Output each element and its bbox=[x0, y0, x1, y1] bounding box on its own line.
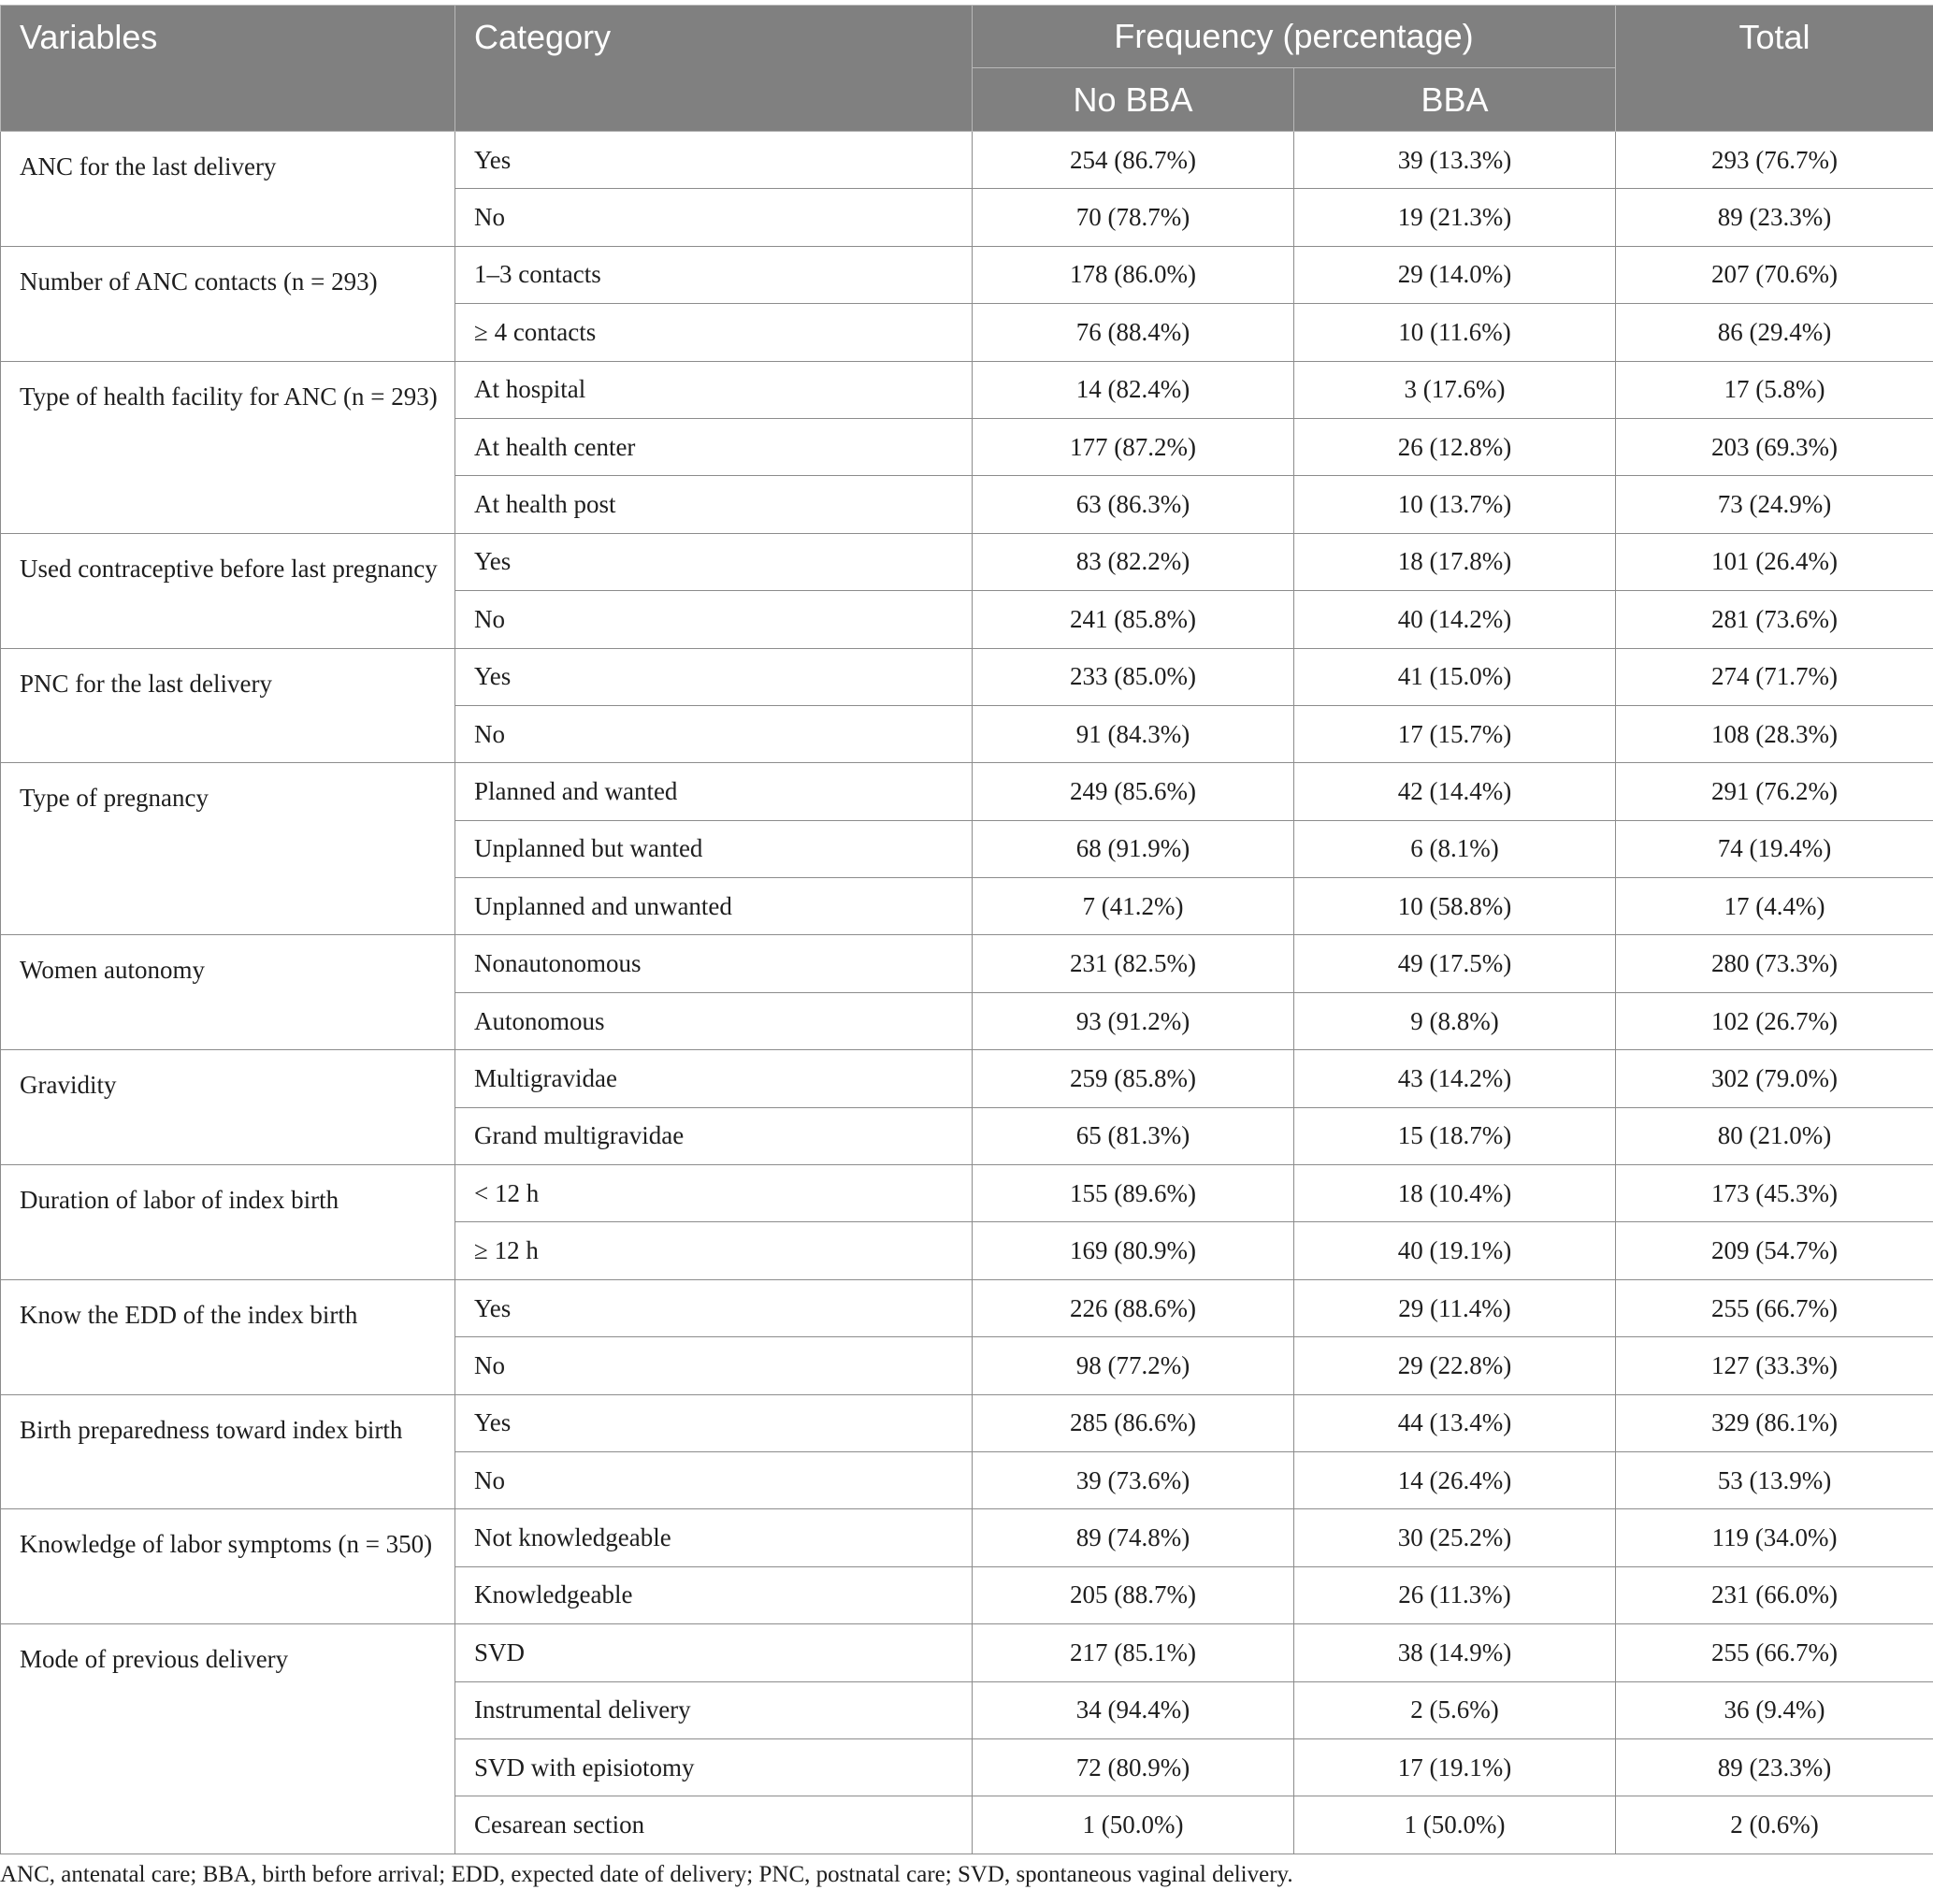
total-cell: 255 (66.7%) bbox=[1616, 1624, 1933, 1681]
no-bba-cell: 39 (73.6%) bbox=[973, 1451, 1294, 1508]
category-cell: Not knowledgeable bbox=[455, 1509, 973, 1566]
variable-cell: Women autonomy bbox=[1, 935, 455, 1050]
variable-cell: PNC for the last delivery bbox=[1, 648, 455, 763]
category-cell: SVD bbox=[455, 1624, 973, 1681]
variable-cell: Birth preparedness toward index birth bbox=[1, 1394, 455, 1509]
variable-cell: ANC for the last delivery bbox=[1, 132, 455, 247]
table-row bbox=[1, 935, 1933, 992]
total-cell: 74 (19.4%) bbox=[1616, 820, 1933, 877]
table-row bbox=[1, 1279, 1933, 1336]
category-cell: Yes bbox=[455, 533, 973, 590]
no-bba-cell: 155 (89.6%) bbox=[973, 1165, 1294, 1222]
table-row bbox=[1, 533, 1933, 590]
total-cell: 53 (13.9%) bbox=[1616, 1451, 1933, 1508]
total-cell: 207 (70.6%) bbox=[1616, 246, 1933, 303]
category-cell: Grand multigravidae bbox=[455, 1107, 973, 1164]
bba-cell: 18 (10.4%) bbox=[1294, 1165, 1616, 1222]
category-cell: Nonautonomous bbox=[455, 935, 973, 992]
bba-cell: 10 (11.6%) bbox=[1294, 304, 1616, 361]
no-bba-cell: 83 (82.2%) bbox=[973, 533, 1294, 590]
bba-cell: 41 (15.0%) bbox=[1294, 648, 1616, 705]
category-cell: Cesarean section bbox=[455, 1796, 973, 1854]
total-cell: 203 (69.3%) bbox=[1616, 418, 1933, 475]
bba-cell: 18 (17.8%) bbox=[1294, 533, 1616, 590]
no-bba-cell: 63 (86.3%) bbox=[973, 476, 1294, 533]
category-cell: Yes bbox=[455, 1394, 973, 1451]
total-cell: 17 (4.4%) bbox=[1616, 878, 1933, 935]
table-row bbox=[1, 648, 1933, 705]
no-bba-cell: 72 (80.9%) bbox=[973, 1738, 1294, 1796]
bba-cell: 38 (14.9%) bbox=[1294, 1624, 1616, 1681]
bba-cell: 14 (26.4%) bbox=[1294, 1451, 1616, 1508]
category-cell: No bbox=[455, 189, 973, 246]
table-row bbox=[1, 1624, 1933, 1681]
total-cell: 101 (26.4%) bbox=[1616, 533, 1933, 590]
no-bba-cell: 7 (41.2%) bbox=[973, 878, 1294, 935]
bba-cell: 1 (50.0%) bbox=[1294, 1796, 1616, 1854]
data-table bbox=[0, 5, 1933, 1854]
bba-cell: 9 (8.8%) bbox=[1294, 992, 1616, 1049]
no-bba-cell: 65 (81.3%) bbox=[973, 1107, 1294, 1164]
no-bba-cell: 98 (77.2%) bbox=[973, 1337, 1294, 1394]
category-cell: ≥ 4 contacts bbox=[455, 304, 973, 361]
header-variables: Variables bbox=[1, 6, 455, 132]
header-no-bba: No BBA bbox=[973, 68, 1294, 132]
bba-cell: 26 (12.8%) bbox=[1294, 418, 1616, 475]
category-cell: 1–3 contacts bbox=[455, 246, 973, 303]
header-row-top bbox=[1, 6, 1933, 68]
no-bba-cell: 231 (82.5%) bbox=[973, 935, 1294, 992]
bba-cell: 17 (15.7%) bbox=[1294, 705, 1616, 762]
variable-cell: Know the EDD of the index birth bbox=[1, 1279, 455, 1394]
table-row bbox=[1, 132, 1933, 189]
no-bba-cell: 169 (80.9%) bbox=[973, 1222, 1294, 1279]
total-cell: 173 (45.3%) bbox=[1616, 1165, 1933, 1222]
no-bba-cell: 34 (94.4%) bbox=[973, 1681, 1294, 1738]
total-cell: 36 (9.4%) bbox=[1616, 1681, 1933, 1738]
total-cell: 119 (34.0%) bbox=[1616, 1509, 1933, 1566]
no-bba-cell: 177 (87.2%) bbox=[973, 418, 1294, 475]
no-bba-cell: 70 (78.7%) bbox=[973, 189, 1294, 246]
bba-cell: 30 (25.2%) bbox=[1294, 1509, 1616, 1566]
bba-cell: 29 (14.0%) bbox=[1294, 246, 1616, 303]
bba-cell: 44 (13.4%) bbox=[1294, 1394, 1616, 1451]
no-bba-cell: 14 (82.4%) bbox=[973, 361, 1294, 418]
bba-cell: 17 (19.1%) bbox=[1294, 1738, 1616, 1796]
no-bba-cell: 76 (88.4%) bbox=[973, 304, 1294, 361]
bba-cell: 43 (14.2%) bbox=[1294, 1050, 1616, 1107]
category-cell: Autonomous bbox=[455, 992, 973, 1049]
variable-cell: Type of pregnancy bbox=[1, 763, 455, 935]
total-cell: 280 (73.3%) bbox=[1616, 935, 1933, 992]
variable-cell: Gravidity bbox=[1, 1050, 455, 1165]
header-bba: BBA bbox=[1294, 68, 1616, 132]
bba-cell: 26 (11.3%) bbox=[1294, 1566, 1616, 1623]
no-bba-cell: 233 (85.0%) bbox=[973, 648, 1294, 705]
total-cell: 108 (28.3%) bbox=[1616, 705, 1933, 762]
category-cell: Instrumental delivery bbox=[455, 1681, 973, 1738]
table-row bbox=[1, 361, 1933, 418]
category-cell: At hospital bbox=[455, 361, 973, 418]
category-cell: Knowledgeable bbox=[455, 1566, 973, 1623]
bba-cell: 29 (22.8%) bbox=[1294, 1337, 1616, 1394]
category-cell: No bbox=[455, 1451, 973, 1508]
category-cell: Yes bbox=[455, 1279, 973, 1336]
bba-cell: 49 (17.5%) bbox=[1294, 935, 1616, 992]
table-row bbox=[1, 1394, 1933, 1451]
no-bba-cell: 217 (85.1%) bbox=[973, 1624, 1294, 1681]
no-bba-cell: 259 (85.8%) bbox=[973, 1050, 1294, 1107]
category-cell: At health center bbox=[455, 418, 973, 475]
category-cell: No bbox=[455, 1337, 973, 1394]
bba-cell: 10 (13.7%) bbox=[1294, 476, 1616, 533]
category-cell: SVD with episiotomy bbox=[455, 1738, 973, 1796]
bba-cell: 10 (58.8%) bbox=[1294, 878, 1616, 935]
total-cell: 231 (66.0%) bbox=[1616, 1566, 1933, 1623]
variable-cell: Number of ANC contacts (n = 293) bbox=[1, 246, 455, 361]
bba-cell: 3 (17.6%) bbox=[1294, 361, 1616, 418]
no-bba-cell: 285 (86.6%) bbox=[973, 1394, 1294, 1451]
no-bba-cell: 241 (85.8%) bbox=[973, 591, 1294, 648]
total-cell: 17 (5.8%) bbox=[1616, 361, 1933, 418]
no-bba-cell: 254 (86.7%) bbox=[973, 132, 1294, 189]
no-bba-cell: 89 (74.8%) bbox=[973, 1509, 1294, 1566]
bba-cell: 42 (14.4%) bbox=[1294, 763, 1616, 820]
no-bba-cell: 205 (88.7%) bbox=[973, 1566, 1294, 1623]
table-row bbox=[1, 1165, 1933, 1222]
bba-cell: 2 (5.6%) bbox=[1294, 1681, 1616, 1738]
total-cell: 291 (76.2%) bbox=[1616, 763, 1933, 820]
table-body bbox=[1, 132, 1933, 1854]
total-cell: 86 (29.4%) bbox=[1616, 304, 1933, 361]
total-cell: 127 (33.3%) bbox=[1616, 1337, 1933, 1394]
total-cell: 255 (66.7%) bbox=[1616, 1279, 1933, 1336]
no-bba-cell: 68 (91.9%) bbox=[973, 820, 1294, 877]
total-cell: 73 (24.9%) bbox=[1616, 476, 1933, 533]
header-total: Total bbox=[1616, 6, 1933, 132]
total-cell: 209 (54.7%) bbox=[1616, 1222, 1933, 1279]
total-cell: 89 (23.3%) bbox=[1616, 1738, 1933, 1796]
category-cell: Yes bbox=[455, 132, 973, 189]
table-container bbox=[0, 5, 1933, 1854]
variable-cell: Used contraceptive before last pregnancy bbox=[1, 533, 455, 648]
total-cell: 102 (26.7%) bbox=[1616, 992, 1933, 1049]
category-cell: Multigravidae bbox=[455, 1050, 973, 1107]
bba-cell: 40 (19.1%) bbox=[1294, 1222, 1616, 1279]
total-cell: 2 (0.6%) bbox=[1616, 1796, 1933, 1854]
category-cell: < 12 h bbox=[455, 1165, 973, 1222]
no-bba-cell: 93 (91.2%) bbox=[973, 992, 1294, 1049]
table-row bbox=[1, 246, 1933, 303]
category-cell: Yes bbox=[455, 648, 973, 705]
bba-cell: 15 (18.7%) bbox=[1294, 1107, 1616, 1164]
bba-cell: 40 (14.2%) bbox=[1294, 591, 1616, 648]
no-bba-cell: 226 (88.6%) bbox=[973, 1279, 1294, 1336]
no-bba-cell: 249 (85.6%) bbox=[973, 763, 1294, 820]
variable-cell: Type of health facility for ANC (n = 293) bbox=[1, 361, 455, 533]
total-cell: 274 (71.7%) bbox=[1616, 648, 1933, 705]
header-category: Category bbox=[455, 6, 973, 132]
table-row bbox=[1, 1509, 1933, 1566]
no-bba-cell: 178 (86.0%) bbox=[973, 246, 1294, 303]
variable-cell: Duration of labor of index birth bbox=[1, 1165, 455, 1280]
no-bba-cell: 91 (84.3%) bbox=[973, 705, 1294, 762]
category-cell: ≥ 12 h bbox=[455, 1222, 973, 1279]
variable-cell: Knowledge of labor symptoms (n = 350) bbox=[1, 1509, 455, 1624]
bba-cell: 29 (11.4%) bbox=[1294, 1279, 1616, 1336]
bba-cell: 19 (21.3%) bbox=[1294, 189, 1616, 246]
table-header bbox=[1, 6, 1933, 132]
category-cell: At health post bbox=[455, 476, 973, 533]
table-row bbox=[1, 763, 1933, 820]
bba-cell: 39 (13.3%) bbox=[1294, 132, 1616, 189]
no-bba-cell: 1 (50.0%) bbox=[973, 1796, 1294, 1854]
total-cell: 329 (86.1%) bbox=[1616, 1394, 1933, 1451]
total-cell: 293 (76.7%) bbox=[1616, 132, 1933, 189]
header-frequency: Frequency (percentage) bbox=[973, 6, 1616, 68]
category-cell: Unplanned but wanted bbox=[455, 820, 973, 877]
category-cell: No bbox=[455, 705, 973, 762]
total-cell: 281 (73.6%) bbox=[1616, 591, 1933, 648]
total-cell: 302 (79.0%) bbox=[1616, 1050, 1933, 1107]
variable-cell: Mode of previous delivery bbox=[1, 1624, 455, 1854]
category-cell: No bbox=[455, 591, 973, 648]
category-cell: Planned and wanted bbox=[455, 763, 973, 820]
bba-cell: 6 (8.1%) bbox=[1294, 820, 1616, 877]
total-cell: 89 (23.3%) bbox=[1616, 189, 1933, 246]
category-cell: Unplanned and unwanted bbox=[455, 878, 973, 935]
table-footnote: ANC, antenatal care; BBA, birth before arrival; EDD, expected date of delivery; PNC, postnatal care; SVD, spontaneous vaginal delivery. bbox=[0, 1862, 1293, 1887]
table-row bbox=[1, 1050, 1933, 1107]
total-cell: 80 (21.0%) bbox=[1616, 1107, 1933, 1164]
